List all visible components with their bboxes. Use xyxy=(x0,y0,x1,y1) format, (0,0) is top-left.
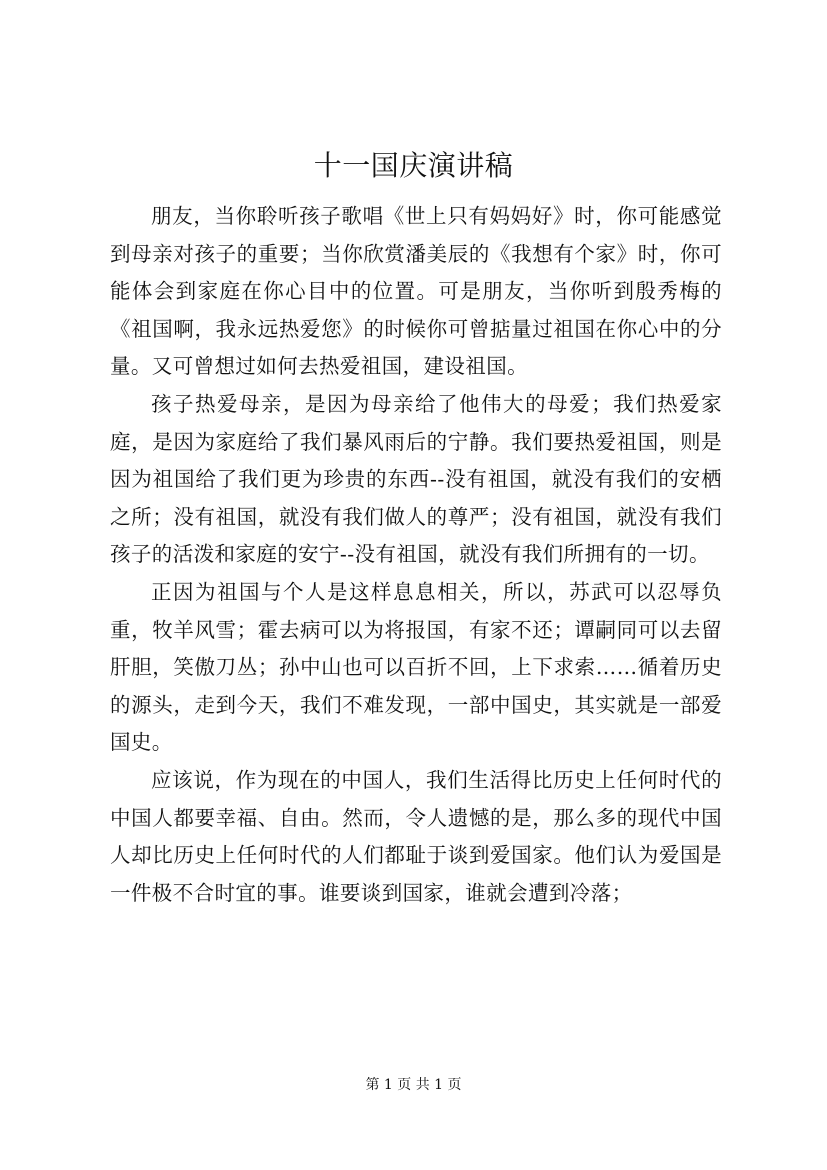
paragraph-1: 朋友，当你聆听孩子歌唱《世上只有妈妈好》时，你可能感觉到母亲对孩子的重要；当你欣赏潘美辰的《我想有个家》时，你可能体会到家庭在你心目中的位置。可是朋友，当你听到殷秀梅的《祖国啊，我永远热爱您》的时候你可曾掂量过祖国在你心中的分量。又可曾想过如何去热爱祖国，建设祖国。 xyxy=(110,204,722,379)
paragraph-4: 应该说，作为现在的中国人，我们生活得比历史上任何时代的中国人都要幸福、自由。然而，令人遗憾的是，那么多的现代中国人却比历史上任何时代的人们都耻于谈到爱国家。他们认为爱国是一件极不合时宜的事。谁要谈到国家，谁就会遭到冷落； xyxy=(110,767,722,905)
document-title: 十一国庆演讲稿 xyxy=(313,149,514,182)
document-body xyxy=(110,198,722,912)
paragraph-3: 正因为祖国与个人是这样息息相关，所以，苏武可以忍辱负重，牧羊风雪；霍去病可以为将报国，有家不还；谭嗣同可以去留肝胆，笑傲刀丛；孙中山也可以百折不回，上下求索……循着历史的源头，走到今天，我们不难发现，一部中国史，其实就是一部爱国史。 xyxy=(110,579,722,755)
page-number-footer: 第 1 页 共 1 页 xyxy=(365,1077,462,1093)
paragraph-2: 孩子热爱母亲，是因为母亲给了他伟大的母爱；我们热爱家庭，是因为家庭给了我们暴风雨后的宁静。我们要热爱祖国，则是因为祖国给了我们更为珍贵的东西--没有祖国，就没有我们的安栖之所；没有祖国，就没有我们做人的尊严；没有祖国，就没有我们孩子的活泼和家庭的安宁--没有祖国，就没有我们所拥有的一切。 xyxy=(110,391,722,567)
